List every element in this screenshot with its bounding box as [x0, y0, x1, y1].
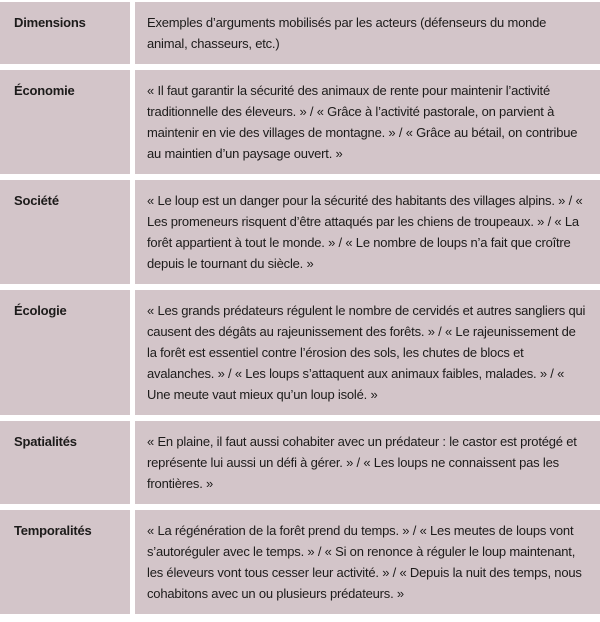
dimension-label: Société — [0, 180, 130, 284]
arguments-text: « En plaine, il faut aussi cohabiter avec un prédateur : le castor est protégé et représente lui aussi un défi à gérer. » / « Les loups ne connaissent pas les frontières. » — [135, 421, 600, 504]
arguments-text: « La régénération de la forêt prend du temps. » / « Les meutes de loups vont s’autoréguler avec le temps. » / « Si on renonce à réguler le loup maintenant, les éleveurs vont tous cesser leur activité. » / « Depuis la nuit des temps, nous cohabitons avec un ou plusieurs prédateurs. » — [135, 510, 600, 614]
dimension-label: Dimensions — [0, 2, 130, 64]
table-row — [0, 70, 600, 174]
table-row — [0, 2, 600, 64]
dimension-label: Écologie — [0, 290, 130, 415]
table-row — [0, 421, 600, 504]
arguments-text: « Les grands prédateurs régulent le nombre de cervidés et autres sangliers qui causent des dégâts au rajeunissement des forêts. » / « Le rajeunissement de la forêt est essentiel contre l’érosion des sols, les chutes de blocs et avalanches. » / « Les loups s’attaquent aux animaux faibles, malades. » / « Une meute vaut mieux qu’un loup isolé. » — [135, 290, 600, 415]
dimension-label: Temporalités — [0, 510, 130, 614]
arguments-text: Exemples d’arguments mobilisés par les acteurs (défenseurs du monde animal, chasseurs, etc.) — [135, 2, 600, 64]
table-row — [0, 290, 600, 415]
table-row — [0, 510, 600, 614]
arguments-text: « Le loup est un danger pour la sécurité des habitants des villages alpins. » / « Les promeneurs risquent d’être attaqués par les chiens de troupeaux. » / « La forêt appartient à tout le monde. » / « Le nombre de loups n’a fait que croître depuis le tournant du siècle. » — [135, 180, 600, 284]
arguments-text: « Il faut garantir la sécurité des animaux de rente pour maintenir l’activité traditionnelle des éleveurs. » / « Grâce à l’activité pastorale, on parvient à maintenir en vie des villages de montagne. » / « Grâce au bétail, on contribue au maintien d’un paysage ouvert. » — [135, 70, 600, 174]
dimension-label: Spatialités — [0, 421, 130, 504]
arguments-table — [0, 2, 600, 614]
table-row — [0, 180, 600, 284]
dimension-label: Économie — [0, 70, 130, 174]
